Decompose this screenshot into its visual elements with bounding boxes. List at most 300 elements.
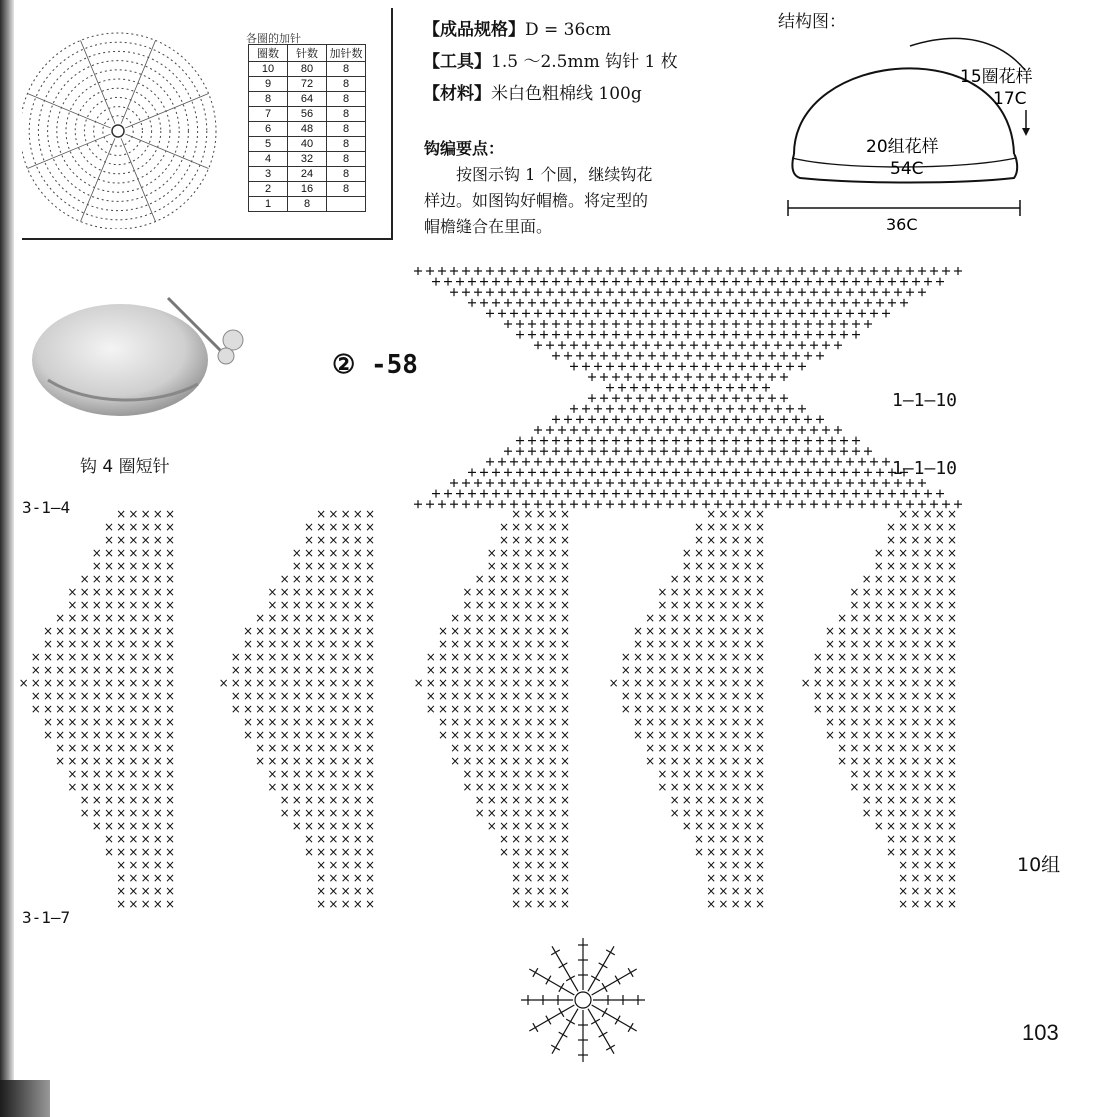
stitch-x: × bbox=[535, 728, 546, 742]
stitch-x: × bbox=[255, 637, 266, 651]
stitch-x: × bbox=[669, 611, 680, 625]
stitch-x: × bbox=[946, 702, 958, 716]
stitch-x: × bbox=[946, 884, 958, 898]
stitch-x: × bbox=[547, 598, 558, 612]
stitch-x: × bbox=[824, 676, 836, 690]
stitch-x: × bbox=[462, 754, 473, 768]
stitch-x: × bbox=[812, 676, 823, 690]
stitch-x: × bbox=[547, 689, 558, 703]
stitch-x: × bbox=[164, 637, 176, 651]
stitch-x: × bbox=[873, 559, 884, 573]
stitch-x: × bbox=[303, 663, 315, 677]
stitch-x: × bbox=[718, 715, 729, 729]
stitch-x: × bbox=[559, 793, 571, 807]
stitch-x: × bbox=[316, 884, 327, 898]
stitch-x: × bbox=[718, 884, 729, 898]
stitch-x: × bbox=[669, 754, 680, 768]
stitch-x: × bbox=[303, 780, 315, 794]
stitch-x: × bbox=[303, 767, 315, 781]
stitch-x: × bbox=[718, 559, 729, 573]
stitch-x: × bbox=[669, 585, 680, 599]
stitch-x: × bbox=[730, 819, 741, 833]
stitch-x: × bbox=[922, 793, 933, 807]
stitch-x: × bbox=[669, 650, 680, 664]
stitch-x: × bbox=[462, 715, 473, 729]
stitch-x: × bbox=[559, 689, 571, 703]
stitch-x: × bbox=[523, 507, 534, 521]
stitch-x: × bbox=[116, 845, 127, 859]
stitch-x: × bbox=[632, 689, 644, 703]
stitch-x: × bbox=[128, 585, 139, 599]
stitch-x: × bbox=[885, 845, 897, 859]
stitch-x: × bbox=[922, 819, 933, 833]
stitch-x: × bbox=[547, 819, 558, 833]
stitch-x: × bbox=[523, 715, 534, 729]
stitch-x: × bbox=[498, 793, 510, 807]
stitch-x: × bbox=[535, 546, 546, 560]
stitch-x: × bbox=[535, 741, 546, 755]
stitch-x: × bbox=[498, 611, 510, 625]
stitch-x: × bbox=[669, 663, 680, 677]
stitch-x: × bbox=[279, 585, 290, 599]
stitch-x: × bbox=[140, 897, 151, 911]
stitch-x: × bbox=[657, 624, 668, 638]
stitch-x: × bbox=[450, 624, 461, 638]
stitch-x: × bbox=[718, 598, 729, 612]
stitch-x: × bbox=[824, 728, 836, 742]
stitch-x: × bbox=[340, 507, 351, 521]
table-cell: 4 bbox=[249, 152, 288, 167]
stitch-x: × bbox=[267, 754, 278, 768]
stitch-x: × bbox=[128, 845, 139, 859]
stitch-x: × bbox=[535, 858, 546, 872]
stitch-x: × bbox=[693, 676, 705, 690]
stitch-x: × bbox=[340, 884, 351, 898]
stitch-x: × bbox=[498, 559, 510, 573]
stitch-x: × bbox=[910, 741, 921, 755]
notes-line: 帽檐缝合在里面。 bbox=[424, 217, 553, 236]
stitch-x: × bbox=[849, 728, 860, 742]
stitch-x: × bbox=[754, 533, 766, 547]
stitch-x: × bbox=[898, 871, 909, 885]
stitch-x: × bbox=[291, 598, 302, 612]
stitch-x: × bbox=[340, 780, 351, 794]
stitch-x: × bbox=[116, 884, 127, 898]
stitch-x: × bbox=[486, 559, 497, 573]
stitch-x: × bbox=[511, 832, 522, 846]
stitch-x: × bbox=[861, 585, 872, 599]
table-cell: 40 bbox=[288, 137, 327, 152]
stitch-x: × bbox=[849, 741, 860, 755]
stitch-x: × bbox=[291, 689, 302, 703]
stitch-x: × bbox=[669, 702, 680, 716]
structure-title: 结构图： bbox=[778, 12, 846, 32]
stitch-x: × bbox=[730, 689, 741, 703]
stitch-x: × bbox=[754, 702, 766, 716]
stitch-x: × bbox=[873, 650, 884, 664]
stitch-x: × bbox=[316, 611, 327, 625]
flower-stitch bbox=[559, 983, 564, 992]
stitch-x: × bbox=[718, 897, 729, 911]
stitch-x: × bbox=[340, 845, 351, 859]
stitch-x: × bbox=[718, 689, 729, 703]
stitch-x: × bbox=[898, 598, 909, 612]
stitch-x: × bbox=[279, 741, 290, 755]
stitch-x: × bbox=[946, 754, 958, 768]
stitch-x: × bbox=[328, 741, 339, 755]
stitch-x: × bbox=[898, 650, 909, 664]
stitch-x: × bbox=[885, 780, 897, 794]
stitch-x: × bbox=[706, 845, 717, 859]
stitch-x: × bbox=[754, 572, 766, 586]
stitch-x: × bbox=[620, 689, 631, 703]
stitch-x: × bbox=[498, 741, 510, 755]
stitch-x: × bbox=[140, 819, 151, 833]
stitch-x: × bbox=[242, 624, 254, 638]
stitch-x: × bbox=[910, 832, 921, 846]
stitch-x: × bbox=[474, 702, 485, 716]
stitch-x: × bbox=[291, 611, 302, 625]
stitch-x: × bbox=[316, 767, 327, 781]
stitch-x: × bbox=[474, 637, 485, 651]
stitch-x: × bbox=[681, 767, 692, 781]
stitch-x: × bbox=[164, 832, 176, 846]
stitch-x: × bbox=[861, 572, 872, 586]
stitch-x: × bbox=[340, 741, 351, 755]
stitch-x: × bbox=[620, 702, 631, 716]
stitch-x: × bbox=[303, 702, 315, 716]
stitch-x: × bbox=[498, 533, 510, 547]
stitch-x: × bbox=[103, 650, 115, 664]
stitch-x: × bbox=[152, 702, 163, 716]
stitch-x: × bbox=[645, 754, 656, 768]
stitch-x: × bbox=[910, 819, 921, 833]
stitch-x: × bbox=[837, 715, 848, 729]
stitch-x: × bbox=[910, 897, 921, 911]
stitch-x: × bbox=[328, 767, 339, 781]
stitch-x: × bbox=[547, 728, 558, 742]
stitch-x: × bbox=[547, 715, 558, 729]
stitch-x: × bbox=[267, 689, 278, 703]
stitch-x: × bbox=[706, 598, 717, 612]
flower-stitch bbox=[628, 1023, 633, 1032]
flower-stitch bbox=[615, 976, 620, 985]
stitch-x: × bbox=[885, 546, 897, 560]
stitch-x: × bbox=[824, 637, 836, 651]
stitch-x: × bbox=[91, 806, 102, 820]
stitch-x: × bbox=[559, 611, 571, 625]
stitch-x: × bbox=[450, 611, 461, 625]
stitch-x: × bbox=[620, 650, 631, 664]
stitch-x: × bbox=[103, 520, 115, 534]
table-cell: 8 bbox=[327, 107, 366, 122]
stitch-x: × bbox=[55, 663, 66, 677]
flower-stitch bbox=[602, 1008, 607, 1017]
stitch-x: × bbox=[152, 871, 163, 885]
stitch-x: × bbox=[620, 676, 631, 690]
stitch-x: × bbox=[910, 845, 921, 859]
stitch-x: × bbox=[885, 741, 897, 755]
stitch-x: × bbox=[706, 806, 717, 820]
stitch-x: × bbox=[547, 832, 558, 846]
stitch-x: × bbox=[340, 754, 351, 768]
stitch-x: × bbox=[462, 780, 473, 794]
stitch-x: × bbox=[328, 806, 339, 820]
table-cell: 80 bbox=[288, 62, 327, 77]
stitch-x: × bbox=[116, 598, 127, 612]
stitch-x: × bbox=[645, 728, 656, 742]
stitch-x: × bbox=[861, 715, 872, 729]
stitch-x: × bbox=[79, 689, 90, 703]
stitch-x: × bbox=[352, 637, 363, 651]
stitch-x: × bbox=[316, 624, 327, 638]
stitch-x: × bbox=[340, 819, 351, 833]
stitch-x: × bbox=[279, 754, 290, 768]
stitch-x: × bbox=[279, 702, 290, 716]
stitch-x: × bbox=[164, 689, 176, 703]
page-number: 103 bbox=[1022, 1020, 1059, 1045]
flower-stitch bbox=[533, 1023, 538, 1032]
stitch-x: × bbox=[730, 806, 741, 820]
stitch-x: × bbox=[754, 780, 766, 794]
stitch-x: × bbox=[885, 520, 897, 534]
flower-stitch bbox=[628, 968, 633, 977]
stitch-x: × bbox=[462, 611, 473, 625]
stitch-x: × bbox=[873, 793, 884, 807]
stitch-x: × bbox=[316, 715, 327, 729]
stitch-x: × bbox=[669, 741, 680, 755]
stitch-x: × bbox=[730, 767, 741, 781]
stitch-x: × bbox=[730, 585, 741, 599]
stitch-x: × bbox=[718, 624, 729, 638]
stitch-x: × bbox=[910, 806, 921, 820]
flower-stitch bbox=[591, 1019, 600, 1024]
stitch-x: × bbox=[706, 637, 717, 651]
stitch-x: × bbox=[523, 637, 534, 651]
stitch-x: × bbox=[547, 533, 558, 547]
stitch-x: × bbox=[116, 663, 127, 677]
stitch-x: × bbox=[645, 637, 656, 651]
stitch-x: × bbox=[645, 676, 656, 690]
stitch-x: × bbox=[352, 858, 363, 872]
stitch-x: × bbox=[164, 858, 176, 872]
stitch-x: × bbox=[873, 819, 884, 833]
stitch-x: × bbox=[547, 611, 558, 625]
stitch-x: × bbox=[742, 611, 753, 625]
stitch-x: × bbox=[364, 663, 376, 677]
stitch-x: × bbox=[352, 728, 363, 742]
stitch-x: × bbox=[559, 832, 571, 846]
stitch-x: × bbox=[128, 533, 139, 547]
stitch-x: × bbox=[267, 676, 278, 690]
table-header: 圈数 bbox=[249, 45, 288, 62]
stitch-x: × bbox=[898, 806, 909, 820]
stitch-x: × bbox=[352, 897, 363, 911]
stitch-x: × bbox=[328, 780, 339, 794]
spec-block bbox=[423, 14, 678, 110]
increase-spoke bbox=[27, 134, 110, 168]
stitch-x: × bbox=[922, 780, 933, 794]
stitch-x: × bbox=[693, 650, 705, 664]
stitch-x: × bbox=[79, 780, 90, 794]
stitch-x: × bbox=[922, 676, 933, 690]
stitch-x: × bbox=[303, 624, 315, 638]
stitch-x: × bbox=[523, 793, 534, 807]
stitch-x: × bbox=[873, 637, 884, 651]
stitch-x: × bbox=[128, 728, 139, 742]
stitch-x: × bbox=[352, 676, 363, 690]
stitch-x: × bbox=[873, 741, 884, 755]
stitch-x: × bbox=[559, 715, 571, 729]
stitch-x: × bbox=[898, 520, 909, 534]
stitch-x: × bbox=[352, 624, 363, 638]
stitch-x: × bbox=[523, 533, 534, 547]
stitch-x: × bbox=[873, 754, 884, 768]
stitch-x: × bbox=[352, 585, 363, 599]
stitch-x: × bbox=[837, 663, 848, 677]
stitch-x: × bbox=[934, 559, 945, 573]
stitch-x: × bbox=[498, 572, 510, 586]
stitch-x: × bbox=[559, 728, 571, 742]
stitch-x: × bbox=[340, 585, 351, 599]
stitch-chart bbox=[0, 255, 1120, 1085]
stitch-x: × bbox=[352, 715, 363, 729]
stitch-x: × bbox=[922, 585, 933, 599]
flower-center bbox=[575, 992, 591, 1008]
stitch-x: × bbox=[103, 832, 115, 846]
stitch-x: × bbox=[91, 689, 102, 703]
stitch-x: × bbox=[559, 819, 571, 833]
stitch-x: × bbox=[657, 676, 668, 690]
stitch-x: × bbox=[116, 702, 127, 716]
stitch-x: × bbox=[934, 741, 945, 755]
stitch-x: × bbox=[873, 689, 884, 703]
stitch-x: × bbox=[116, 715, 127, 729]
stitch-x: × bbox=[328, 689, 339, 703]
stitch-x: × bbox=[873, 663, 884, 677]
stitch-x: × bbox=[340, 559, 351, 573]
stitch-x: × bbox=[681, 780, 692, 794]
stitch-x: × bbox=[898, 715, 909, 729]
stitch-x: × bbox=[30, 676, 41, 690]
stitch-x: × bbox=[706, 559, 717, 573]
stitch-x: × bbox=[364, 832, 376, 846]
increase-spoke bbox=[80, 40, 114, 123]
stitch-x: × bbox=[693, 598, 705, 612]
stitch-x: × bbox=[742, 598, 753, 612]
stitch-x: × bbox=[128, 780, 139, 794]
stitch-x: × bbox=[316, 832, 327, 846]
stitch-x: × bbox=[718, 546, 729, 560]
stitch-x: × bbox=[946, 650, 958, 664]
stitch-x: × bbox=[861, 624, 872, 638]
stitch-x: × bbox=[535, 884, 546, 898]
stitch-x: × bbox=[730, 676, 741, 690]
stitch-x: × bbox=[140, 728, 151, 742]
stitch-x: × bbox=[812, 663, 823, 677]
stitch-x: × bbox=[128, 572, 139, 586]
stitch-x: × bbox=[523, 858, 534, 872]
stitch-x: × bbox=[91, 754, 102, 768]
increase-spoke bbox=[121, 40, 155, 123]
stitch-x: × bbox=[837, 754, 848, 768]
label-groups-count: 10组 bbox=[1017, 854, 1061, 876]
stitch-x: × bbox=[718, 832, 729, 846]
stitch-x: × bbox=[837, 650, 848, 664]
stitch-x: × bbox=[910, 702, 921, 716]
stitch-x: × bbox=[340, 520, 351, 534]
stitch-x: × bbox=[693, 663, 705, 677]
stitch-x: × bbox=[946, 572, 958, 586]
stitch-x: × bbox=[103, 845, 115, 859]
stitch-x: × bbox=[523, 624, 534, 638]
stitch-x: × bbox=[754, 819, 766, 833]
stitch-x: × bbox=[316, 741, 327, 755]
stitch-x: × bbox=[152, 793, 163, 807]
stitch-x: × bbox=[742, 754, 753, 768]
stitch-x: × bbox=[754, 520, 766, 534]
stitch-x: × bbox=[645, 702, 656, 716]
stitch-x: × bbox=[681, 572, 692, 586]
stitch-x: × bbox=[316, 897, 327, 911]
stitch-x: × bbox=[462, 598, 473, 612]
stitch-x: × bbox=[547, 858, 558, 872]
stitch-x: × bbox=[535, 533, 546, 547]
stitch-x: × bbox=[267, 663, 278, 677]
stitch-x: × bbox=[706, 689, 717, 703]
flower-stitch bbox=[599, 1032, 608, 1037]
stitch-x: × bbox=[718, 585, 729, 599]
stitch-x: × bbox=[328, 559, 339, 573]
increase-table-title: 各圈的加针 bbox=[246, 32, 301, 45]
label-left-top: 3-1—4 bbox=[22, 498, 71, 517]
table-cell: 1 bbox=[249, 197, 288, 212]
stitch-x: × bbox=[693, 780, 705, 794]
stitch-x: × bbox=[849, 689, 860, 703]
stitch-x: × bbox=[450, 741, 461, 755]
stitch-x: × bbox=[885, 585, 897, 599]
stitch-x: × bbox=[230, 702, 241, 716]
stitch-x: × bbox=[364, 611, 376, 625]
stitch-x: × bbox=[230, 676, 241, 690]
stitch-x: × bbox=[922, 845, 933, 859]
stitch-x: × bbox=[42, 650, 54, 664]
stitch-x: × bbox=[164, 507, 176, 521]
stitch-x: × bbox=[718, 741, 729, 755]
stitch-x: × bbox=[486, 819, 497, 833]
notes-title: 钩编要点： bbox=[424, 139, 505, 158]
flower-stitch bbox=[559, 1032, 568, 1037]
stitch-x: × bbox=[898, 845, 909, 859]
stitch-x: × bbox=[152, 754, 163, 768]
stitch-x: × bbox=[116, 780, 127, 794]
stitch-x: × bbox=[164, 741, 176, 755]
stitch-x: × bbox=[316, 689, 327, 703]
stitch-x: × bbox=[885, 819, 897, 833]
stitch-x: × bbox=[103, 572, 115, 586]
stitch-x: × bbox=[812, 689, 823, 703]
stitch-x: × bbox=[437, 624, 449, 638]
stitch-x: × bbox=[849, 598, 860, 612]
stitch-x: × bbox=[91, 585, 102, 599]
stitch-x: × bbox=[116, 676, 127, 690]
stitch-x: × bbox=[946, 871, 958, 885]
spec-size: 【成品规格】D = 36cm bbox=[423, 20, 611, 40]
stitch-x: × bbox=[328, 858, 339, 872]
stitch-x: × bbox=[934, 728, 945, 742]
stitch-x: × bbox=[340, 676, 351, 690]
stitch-x: × bbox=[754, 507, 766, 521]
